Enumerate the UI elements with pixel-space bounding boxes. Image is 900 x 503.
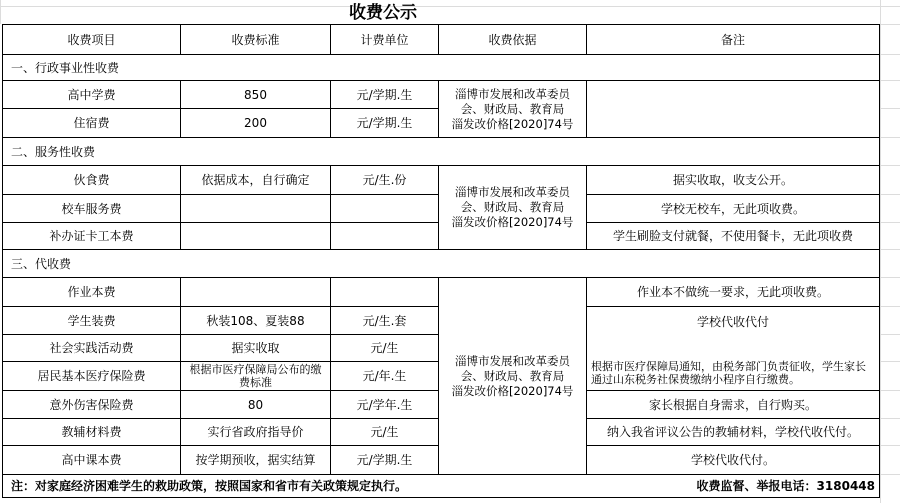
gridline: [880, 222, 900, 223]
fee-standard: 秋装108、夏装88: [206, 313, 305, 328]
fee-standard: 850: [244, 87, 267, 102]
gridline: [880, 54, 900, 55]
gridline: [880, 108, 900, 109]
basis-line: 淄博市发展和改革委员: [455, 86, 570, 101]
header-unit: 计费单位: [360, 32, 409, 47]
fee-standard: 实行省政府指导价: [207, 425, 304, 439]
gridline: [880, 249, 900, 250]
basis-line: 会、财政局、教育局: [460, 368, 565, 383]
section-title: 二、服务性收费: [11, 144, 96, 159]
fee-item: 社会实践活动费: [49, 341, 134, 355]
gridline: [880, 306, 900, 307]
fee-remark: 学校代收代付: [696, 314, 769, 329]
fee-standard: 按学期预收，据实结算: [195, 453, 316, 467]
header-remark: 备注: [720, 32, 745, 47]
fee-basis: [439, 166, 586, 249]
fee-unit: 元/生: [370, 425, 399, 439]
fee-standard: 根据市医疗保障局公布的缴费标准: [189, 363, 322, 389]
basis-line: 会、财政局、教育局: [460, 200, 565, 214]
gridline: [880, 137, 900, 138]
fee-item: 伙食费: [73, 173, 110, 187]
gridline: [880, 277, 900, 278]
fee-item: 作业本费: [67, 285, 116, 299]
fee-unit: 元/学期.生: [356, 453, 413, 467]
fee-remark: 纳入我省评议公告的教辅材料，学校代收代付。: [606, 425, 859, 439]
fee-unit: 元/学期.生: [356, 87, 413, 102]
basis-line: 淄发改价格[2020]74号: [451, 215, 574, 229]
basis-line: 淄博市发展和改革委员: [455, 185, 570, 199]
gridline: [0, 0, 1, 24]
fee-item: 意外伤害保险费: [49, 397, 134, 412]
gridline: [880, 418, 900, 419]
fee-unit: 元/生.套: [362, 313, 407, 328]
gridline: [880, 80, 900, 81]
fee-unit: 元/学期.生: [356, 116, 413, 130]
fee-remark: 学校代收代付。: [690, 453, 775, 467]
fee-standard: 80: [247, 397, 264, 412]
section-title: 一、行政事业性收费: [11, 60, 120, 75]
fee-item: 校车服务费: [61, 201, 122, 216]
header-standard: 收费标准: [231, 32, 280, 47]
fee-standard: 据实收取: [231, 341, 280, 355]
fee-unit: 元/生.份: [362, 173, 407, 187]
fee-unit: 元/年.生: [362, 369, 407, 383]
fee-remark: 家长根据自身需求，自行购买。: [648, 397, 817, 412]
basis-line: 淄博市发展和改革委员: [455, 353, 570, 368]
fee-item: 住宿费: [73, 116, 110, 130]
gridline: [880, 361, 900, 362]
fee-remark: 学生刷脸支付就餐，不使用餐卡，无此项收费: [612, 229, 853, 243]
table-border: [2, 497, 880, 498]
gridline: [880, 390, 900, 391]
footer-note: 注：对家庭经济困难学生的救助政策，按照国家和省市有关政策规定执行。: [11, 479, 408, 493]
gridline: [880, 6, 900, 7]
fee-standard: 200: [244, 116, 267, 130]
header-basis: 收费依据: [488, 32, 537, 47]
fee-remark: 根据市医疗保障局通知，由税务部门负责征收，学生家长通过山东税务社保费缴纳小程序自行缴费。: [591, 359, 866, 386]
fee-remark: 据实收取，收支公开。: [672, 173, 793, 187]
gridline: [880, 24, 900, 25]
fee-item: 高中课本费: [61, 453, 122, 467]
fee-standard: 依据成本，自行确定: [201, 173, 310, 187]
footer-hotline: 收费监督、举报电话：3180448: [696, 479, 875, 493]
fee-remark: 作业本不做统一要求，无此项收费。: [636, 285, 829, 299]
fee-unit: 元/学年.生: [356, 397, 413, 412]
header-item: 收费项目: [67, 32, 116, 47]
gridline: [880, 474, 900, 475]
table-border: [586, 80, 587, 137]
fee-item: 高中学费: [67, 87, 116, 102]
section-title: 三、代收费: [11, 256, 72, 271]
gridline: [880, 334, 900, 335]
fee-remark: 学校无校车，无此项收费。: [660, 201, 805, 216]
fee-item: 居民基本医疗保险费: [37, 369, 146, 383]
fee-item: 学生装费: [67, 313, 116, 328]
table-border: [879, 24, 880, 498]
gridline: [880, 445, 900, 446]
gridline: [880, 194, 900, 195]
basis-line: 会、财政局、教育局: [460, 101, 565, 116]
basis-line: 淄发改价格[2020]74号: [451, 116, 574, 131]
fee-basis: [439, 81, 586, 137]
fee-item: 教辅材料费: [61, 425, 122, 439]
fee-unit: 元/生: [370, 341, 399, 355]
basis-line: 淄发改价格[2020]74号: [451, 383, 574, 398]
fee-basis: [439, 278, 586, 474]
fee-item: 补办证卡工本费: [49, 229, 134, 243]
gridline: [880, 0, 881, 503]
gridline: [880, 165, 900, 166]
page-title: 收费公示: [349, 3, 417, 23]
